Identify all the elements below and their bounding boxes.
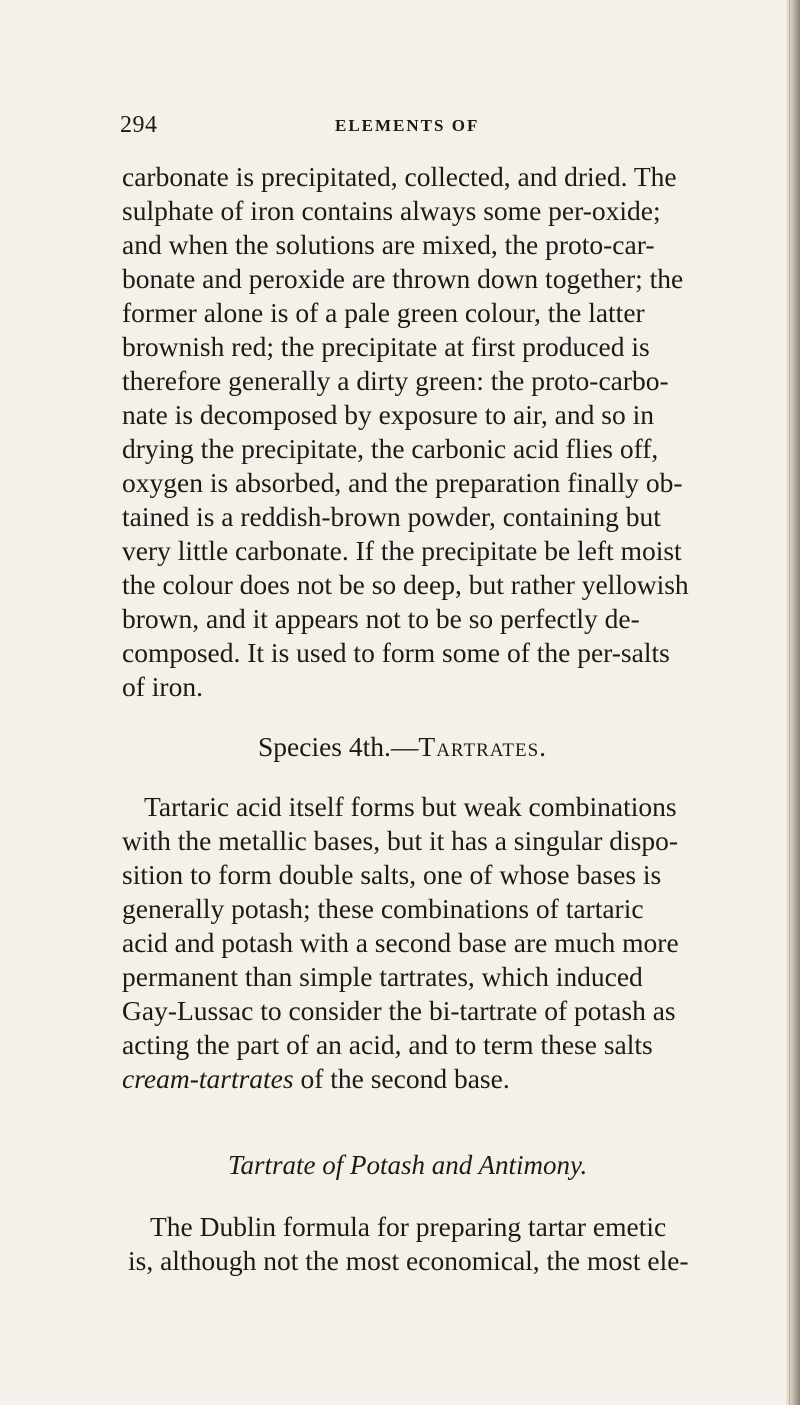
text-line: of iron. (122, 671, 203, 702)
text-line: composed. It is used to form some of the per-salts (122, 637, 670, 668)
line-rest: of the second base. (293, 1063, 510, 1094)
page-number: 294 (120, 112, 158, 138)
text-line: bonate and peroxide are thrown down together; the (122, 263, 684, 294)
text-line: nate is decomposed by exposure to air, and so in (122, 399, 654, 430)
text-line: is, although not the most economical, the most ele- (128, 1245, 689, 1276)
text-line: with the metallic bases, but it has a singular dispo- (122, 825, 679, 856)
text-line: very little carbonate. If the precipitate be left moist (122, 535, 682, 566)
section-heading-title: Tartrates. (418, 731, 548, 762)
text-line: therefore generally a dirty green: the proto-carbo- (122, 365, 669, 396)
text-line: Tartaric acid itself forms but weak combinations (144, 791, 677, 822)
text-line: acting the part of an acid, and to term these salts (122, 1029, 653, 1060)
running-head: ELEMENTS OF (335, 116, 480, 135)
text-line: The Dublin formula for preparing tartar emetic (150, 1211, 667, 1242)
section-heading (258, 730, 547, 764)
text-line: Gay-Lussac to consider the bi-tartrate of potash as (122, 995, 676, 1026)
text-line: the colour does not be so deep, but rather yellowish (122, 569, 689, 600)
section-heading-prefix: Species 4th.— (258, 731, 419, 762)
text-line (122, 1062, 510, 1096)
text-line: generally potash; these combinations of tartaric (122, 893, 644, 924)
text-line: acid and potash with a second base are much more (122, 927, 679, 958)
page-edge-line (789, 0, 790, 1405)
text-line: sition to form double salts, one of whose bases is (122, 859, 662, 890)
italic-term: cream-tartrates (122, 1063, 294, 1094)
text-line: brown, and it appears not to be so perfectly de- (122, 603, 640, 634)
text-line: permanent than simple tartrates, which induced (122, 961, 643, 992)
subheading: Tartrate of Potash and Antimony. (228, 1150, 588, 1180)
text-line: brownish red; the precipitate at first produced is (122, 331, 650, 362)
text-line: tained is a reddish-brown powder, containing but (122, 501, 661, 532)
page-header (120, 112, 640, 142)
text-line: sulphate of iron contains always some per-oxide; (122, 195, 661, 226)
text-line: former alone is of a pale green colour, the latter (122, 297, 645, 328)
text-line: oxygen is absorbed, and the preparation finally ob- (122, 467, 683, 498)
text-line: drying the precipitate, the carbonic acid flies off, (122, 433, 659, 464)
text-line: carbonate is precipitated, collected, and dried. The (122, 161, 677, 192)
text-line: and when the solutions are mixed, the proto-car- (122, 229, 655, 260)
